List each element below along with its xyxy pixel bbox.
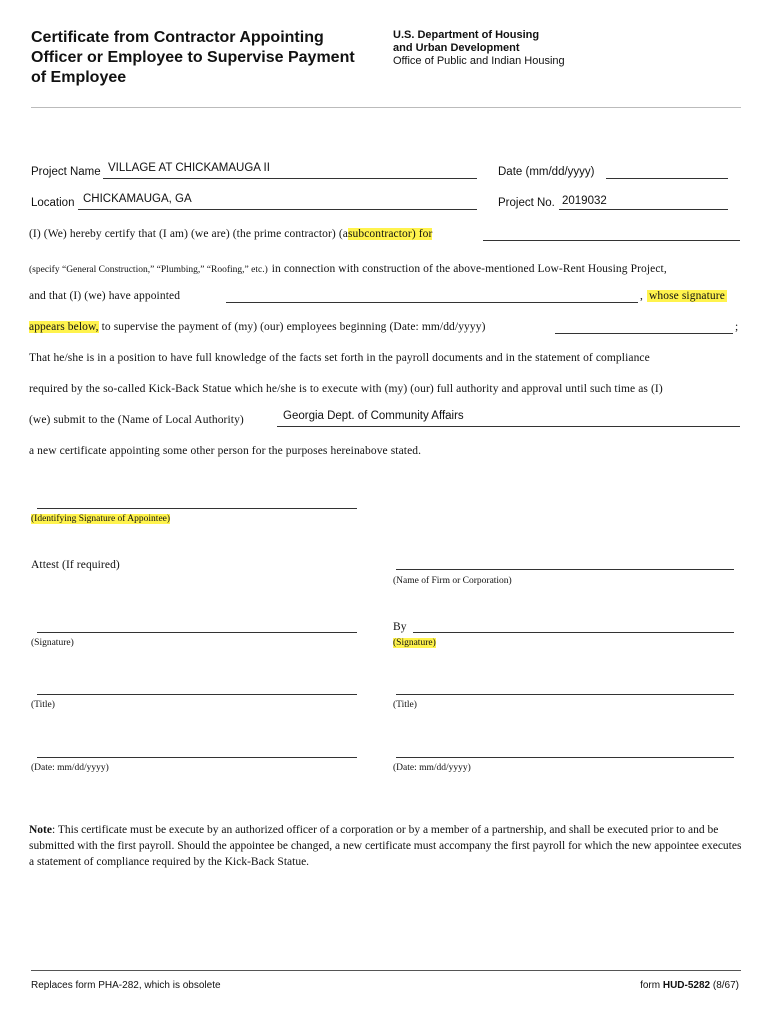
trade-field-line[interactable] — [483, 240, 740, 241]
by-signature-line[interactable] — [413, 632, 734, 633]
date-label: Date (mm/dd/yyyy) — [498, 166, 595, 178]
whose-signature-highlight: whose signature — [649, 290, 725, 302]
specify-line — [29, 259, 667, 277]
replaces-note: Replaces form PHA-282, which is obsolete — [31, 980, 221, 991]
firm-name-label: (Name of Firm or Corporation) — [393, 576, 512, 586]
firm-title-line[interactable] — [396, 694, 734, 695]
attest-signature-label: (Signature) — [31, 638, 74, 648]
local-authority-value[interactable]: Georgia Dept. of Community Affairs — [283, 410, 464, 422]
begin-date-line[interactable] — [555, 333, 733, 334]
appointee-comma: , — [640, 290, 643, 302]
by-signature-label: (Signature) — [393, 638, 436, 648]
appears-line — [29, 321, 486, 333]
location-value[interactable]: CHICKAMAUGA, GA — [83, 193, 192, 205]
appointee-signature-line[interactable] — [37, 508, 357, 509]
supervise-text: to supervise the payment of (my) (our) employees beginning (Date: mm/dd/yyyy) — [101, 321, 486, 333]
certify-line — [29, 228, 432, 240]
attest-signature-line[interactable] — [37, 632, 357, 633]
local-authority-line[interactable] — [277, 426, 740, 427]
specify-rest: in connection with construction of the above-mentioned Low-Rent Housing Project, — [271, 263, 667, 275]
knowledge-text: That he/she is in a position to have full knowledge of the facts set forth in the payroll documents and in the statement of compliance — [29, 352, 650, 364]
firm-date-label: (Date: mm/dd/yyyy) — [393, 763, 471, 773]
begin-date-semicolon: ; — [735, 321, 739, 333]
form-id — [640, 980, 739, 991]
attest-label: Attest (If required) — [31, 559, 120, 571]
agency-office: Office of Public and Indian Housing — [393, 55, 565, 67]
attest-title-label: (Title) — [31, 700, 55, 710]
firm-date-line[interactable] — [396, 757, 734, 758]
project-no-field-line[interactable] — [559, 209, 728, 210]
footer-divider — [31, 970, 741, 971]
firm-title-label: (Title) — [393, 700, 417, 710]
certify-text: (I) (We) hereby certify that (I am) (we are) (the prime contractor) (a — [29, 228, 348, 240]
agency-block — [393, 29, 643, 68]
new-certificate-text: a new certificate appointing some other person for the purposes hereinabove stated. — [29, 445, 422, 457]
project-no-value[interactable]: 2019032 — [562, 195, 607, 207]
attest-title-line[interactable] — [37, 694, 357, 695]
appears-below-highlight: appears below, — [29, 321, 99, 333]
location-label: Location — [31, 197, 75, 209]
appointee-name-line[interactable] — [226, 302, 638, 303]
by-label: By — [393, 621, 407, 633]
agency-name-line1: U.S. Department of Housing — [393, 29, 540, 41]
agency-name-line2: and Urban Development — [393, 42, 520, 54]
attest-date-line[interactable] — [37, 757, 357, 758]
project-name-field-line[interactable] — [103, 178, 477, 179]
form-prefix: form — [640, 980, 661, 991]
firm-name-line[interactable] — [396, 569, 734, 570]
appointed-text: and that (I) (we) have appointed — [29, 290, 181, 302]
location-field-line[interactable] — [78, 209, 477, 210]
date-field-line[interactable] — [606, 178, 728, 179]
note-paragraph — [29, 822, 742, 870]
appointee-signature-label: (Identifying Signature of Appointee) — [31, 514, 171, 524]
form-date: (8/67) — [712, 980, 739, 991]
form-number: HUD-5282 — [662, 980, 711, 991]
attest-date-label: (Date: mm/dd/yyyy) — [31, 763, 109, 773]
authority-text: required by the so-called Kick-Back Statue which he/she is to execute with (my) (our) full authority and approval until such time as (I) — [29, 383, 663, 395]
note-label: Note — [29, 824, 52, 836]
header-divider — [31, 107, 741, 108]
project-name-value[interactable]: VILLAGE AT CHICKAMAUGA II — [108, 162, 270, 174]
specify-hint: (specify “General Construction,” “Plumbing,” “Roofing,” etc.) — [29, 265, 268, 275]
project-name-label: Project Name — [31, 166, 101, 178]
subcontractor-highlight: subcontractor) for — [347, 228, 433, 240]
project-no-label: Project No. — [498, 197, 555, 209]
local-authority-label: (we) submit to the (Name of Local Authority) — [29, 414, 244, 426]
note-text: : This certificate must be execute by an authorized officer of a corporation or by a member of a partnership, and shall be executed prior to and be submitted with the first payroll. Should the appointee be changed, a new certificate must accompany the first payroll for which the new appointee executes a statement of compliance required by the Kick-Back Statue. — [29, 824, 742, 868]
form-title: Certificate from Contractor Appointing Officer or Employee to Supervise Payment of Employee — [31, 29, 355, 86]
